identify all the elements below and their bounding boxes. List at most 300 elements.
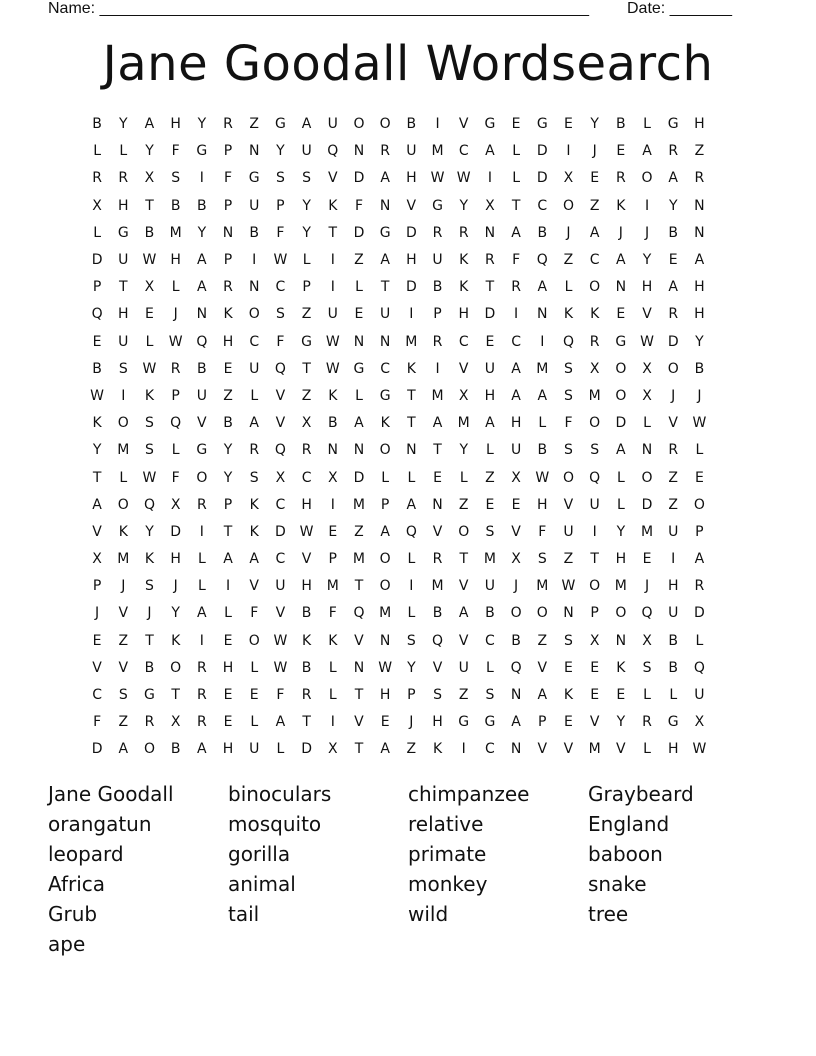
grid-letter: Y [459, 442, 468, 459]
grid-letter: C [275, 279, 286, 296]
grid-letter: G [196, 143, 208, 160]
grid-letter: G [301, 333, 313, 350]
word-list-item: orangatun [48, 812, 152, 836]
grid-letter: N [248, 279, 260, 296]
grid-letter: L [93, 224, 101, 241]
grid-letter: P [538, 714, 547, 731]
grid-letter: K [92, 415, 102, 432]
grid-letter: S [642, 659, 652, 676]
grid-letter: T [92, 469, 102, 486]
grid-letter: S [590, 442, 600, 459]
grid-row [84, 138, 734, 165]
grid-letter: N [537, 306, 548, 323]
grid-letter: T [354, 741, 364, 758]
grid-letter: I [199, 170, 204, 187]
grid-letter: D [615, 415, 627, 432]
grid-letter: S [118, 687, 128, 704]
grid-letter: B [537, 442, 548, 459]
grid-letter: G [248, 170, 260, 187]
grid-letter: C [589, 252, 600, 269]
grid-letter: V [301, 551, 312, 568]
grid-letter: V [275, 605, 286, 622]
grid-letter: Z [694, 143, 705, 160]
grid-letter: R [301, 687, 312, 704]
grid-letter: L [643, 415, 651, 432]
grid-letter: A [380, 252, 390, 269]
grid-letter: X [301, 415, 312, 432]
grid-letter: R [196, 687, 207, 704]
grid-letter: J [644, 224, 650, 241]
grid-letter: L [328, 687, 337, 704]
grid-letter: B [485, 605, 495, 622]
grid-letter: O [379, 551, 391, 568]
grid-letter: U [327, 306, 338, 323]
grid-letter: O [562, 469, 574, 486]
grid-letter: J [173, 306, 178, 323]
grid-letter: M [588, 387, 601, 404]
grid-letter: H [170, 551, 181, 568]
grid-letter: F [328, 605, 337, 622]
grid-letter: N [379, 197, 391, 214]
grid-letter: D [694, 605, 705, 622]
grid-letter: V [511, 523, 521, 540]
grid-letter: S [433, 687, 442, 704]
grid-letter: Q [536, 252, 548, 269]
grid-letter: A [275, 714, 286, 731]
grid-letter: R [668, 143, 679, 160]
grid-letter: Q [641, 605, 653, 622]
grid-letter: Z [458, 687, 469, 704]
grid-letter: I [461, 741, 466, 758]
grid-letter: O [589, 578, 601, 595]
grid-letter: A [92, 496, 102, 513]
grid-letter: M [405, 333, 418, 350]
grid-letter: Y [668, 197, 678, 214]
grid-letter: V [563, 741, 574, 758]
grid-row [84, 492, 734, 519]
grid-letter: K [144, 387, 155, 404]
grid-row [84, 193, 734, 220]
grid-letter: P [328, 551, 337, 568]
grid-letter: Z [118, 632, 129, 649]
grid-letter: L [119, 143, 128, 160]
grid-letter: L [302, 252, 311, 269]
grid-letter: W [299, 523, 314, 540]
grid-letter: K [118, 523, 128, 540]
grid-letter: A [537, 387, 548, 404]
grid-letter: D [91, 252, 103, 269]
grid-letter: T [407, 387, 416, 404]
grid-letter: V [458, 360, 469, 377]
grid-letter: P [223, 143, 233, 160]
grid-letter: S [145, 415, 154, 432]
grid-letter: X [92, 197, 102, 214]
grid-letter: L [355, 387, 363, 404]
grid-letter: O [143, 741, 155, 758]
grid-letter: E [642, 551, 652, 568]
grid-letter: E [354, 306, 364, 323]
grid-letter: B [511, 632, 521, 649]
grid-letter: U [484, 360, 496, 377]
grid-letter: Z [301, 387, 312, 404]
grid-letter: E [92, 632, 102, 649]
grid-letter: D [641, 496, 653, 513]
grid-letter: D [405, 224, 417, 241]
grid-letter: D [536, 170, 548, 187]
grid-letter: O [353, 116, 365, 133]
grid-letter: Z [354, 523, 364, 540]
grid-letter: E [485, 496, 495, 513]
grid-letter: H [432, 714, 443, 731]
grid-letter: Z [301, 306, 312, 323]
grid-letter: L [93, 143, 101, 160]
grid-letter: N [353, 442, 365, 459]
grid-letter: E [249, 687, 259, 704]
grid-letter: Z [354, 252, 364, 269]
grid-letter: E [564, 659, 573, 676]
grid-letter: B [223, 415, 233, 432]
grid-letter: M [352, 551, 366, 568]
grid-letter: T [590, 551, 599, 568]
grid-letter: C [458, 333, 469, 350]
grid-letter: Y [171, 605, 180, 622]
grid-letter: V [537, 741, 548, 758]
grid-letter: V [458, 632, 469, 649]
grid-letter: G [274, 116, 286, 133]
grid-letter: X [642, 632, 652, 649]
grid-row [84, 573, 734, 600]
grid-letter: D [405, 279, 417, 296]
grid-letter: X [327, 469, 338, 486]
grid-letter: Y [616, 523, 626, 540]
grid-letter: K [328, 197, 338, 214]
grid-letter: H [170, 116, 181, 133]
grid-letter: Z [249, 116, 260, 133]
grid-letter: X [485, 197, 495, 214]
grid-letter: H [170, 252, 181, 269]
grid-letter: H [694, 279, 705, 296]
grid-letter: A [616, 442, 626, 459]
grid-letter: W [90, 387, 105, 404]
grid-letter: H [301, 578, 312, 595]
grid-letter: C [511, 333, 521, 350]
grid-letter: N [563, 605, 574, 622]
grid-row [84, 329, 734, 356]
grid-letter: R [589, 333, 600, 350]
grid-letter: A [197, 279, 207, 296]
grid-row [84, 464, 734, 491]
grid-letter: Y [223, 469, 233, 486]
grid-letter: L [407, 605, 416, 622]
word-list [48, 779, 768, 959]
grid-letter: E [433, 469, 442, 486]
grid-letter: H [301, 496, 312, 513]
grid-letter: G [458, 714, 470, 731]
grid-letter: Q [405, 523, 417, 540]
word-list-item: binoculars [228, 782, 332, 806]
grid-letter: U [327, 116, 338, 133]
grid-letter: A [380, 741, 390, 758]
grid-letter: V [668, 415, 678, 432]
grid-letter: E [223, 632, 233, 649]
word-list-item: tail [228, 902, 260, 926]
grid-letter: R [223, 279, 233, 296]
grid-letter: A [197, 605, 207, 622]
grid-letter: H [406, 252, 417, 269]
grid-letter: K [563, 687, 574, 704]
grid-letter: K [249, 523, 259, 540]
grid-letter: M [326, 578, 339, 595]
grid-letter: M [640, 523, 654, 540]
grid-letter: R [196, 496, 207, 513]
grid-letter: K [144, 551, 155, 568]
grid-letter: A [249, 415, 259, 432]
grid-letter: G [144, 687, 155, 704]
grid-letter: U [249, 741, 260, 758]
grid-letter: U [275, 578, 286, 595]
grid-letter: O [379, 116, 391, 133]
grid-letter: K [223, 306, 233, 323]
grid-letter: U [196, 387, 207, 404]
grid-letter: Z [668, 469, 679, 486]
grid-letter: V [458, 578, 469, 595]
grid-letter: R [485, 252, 495, 269]
grid-letter: S [406, 632, 416, 649]
word-list-item: Africa [48, 872, 106, 896]
grid-letter: X [458, 387, 469, 404]
grid-letter: R [196, 714, 207, 731]
grid-letter: M [431, 387, 444, 404]
grid-letter: U [301, 143, 312, 160]
grid-letter: G [353, 360, 365, 377]
grid-letter: U [406, 143, 417, 160]
grid-letter: W [456, 170, 471, 187]
grid-letter: K [432, 741, 443, 758]
grid-letter: G [667, 116, 679, 133]
grid-letter: A [642, 143, 652, 160]
grid-letter: O [589, 415, 601, 432]
grid-letter: V [197, 415, 207, 432]
grid-letter: A [694, 551, 705, 568]
grid-letter: W [273, 632, 288, 649]
grid-letter: N [615, 632, 627, 649]
grid-letter: L [616, 469, 625, 486]
grid-letter: B [197, 197, 207, 214]
grid-letter: X [511, 469, 521, 486]
grid-letter: L [407, 469, 416, 486]
grid-letter: C [537, 197, 548, 214]
grid-letter: G [379, 387, 391, 404]
grid-letter: W [640, 333, 654, 350]
grid-letter: Q [353, 605, 365, 622]
grid-letter: P [171, 387, 180, 404]
grid-letter: O [641, 170, 653, 187]
grid-letter: V [118, 659, 129, 676]
grid-letter: F [93, 714, 102, 731]
grid-letter: R [92, 170, 102, 187]
grid-letter: L [381, 469, 390, 486]
grid-letter: P [223, 252, 233, 269]
grid-letter: R [118, 170, 129, 187]
grid-letter: W [692, 741, 707, 758]
grid-letter: L [224, 605, 232, 622]
grid-letter: P [695, 523, 704, 540]
grid-letter: P [223, 197, 233, 214]
grid-letter: I [671, 551, 676, 568]
grid-letter: L [616, 496, 625, 513]
grid-letter: N [196, 306, 208, 323]
grid-letter: N [510, 741, 522, 758]
grid-letter: F [250, 605, 259, 622]
grid-letter: I [487, 170, 492, 187]
grid-letter: R [432, 551, 443, 568]
grid-letter: R [249, 442, 260, 459]
grid-letter: R [615, 170, 626, 187]
grid-letter: B [406, 116, 417, 133]
grid-letter: C [485, 632, 495, 649]
grid-letter: C [458, 143, 469, 160]
grid-letter: E [511, 116, 521, 133]
grid-letter: M [536, 578, 549, 595]
grid-letter: L [695, 442, 704, 459]
word-list-item: wild [408, 902, 449, 926]
grid-letter: K [249, 496, 259, 513]
grid-letter: Y [276, 143, 285, 160]
grid-letter: M [483, 551, 496, 568]
grid-letter: V [616, 741, 626, 758]
grid-letter: B [144, 224, 155, 241]
grid-letter: W [325, 333, 340, 350]
grid-letter: A [301, 116, 312, 133]
grid-row [84, 682, 734, 709]
grid-letter: I [121, 387, 126, 404]
grid-letter: B [432, 279, 443, 296]
grid-letter: V [275, 415, 286, 432]
grid-letter: V [432, 523, 443, 540]
word-list-item: tree [588, 902, 629, 926]
grid-letter: N [615, 279, 627, 296]
grid-letter: E [380, 714, 390, 731]
grid-letter: Y [197, 224, 207, 241]
grid-letter: B [197, 360, 207, 377]
grid-letter: K [616, 659, 626, 676]
grid-letter: Q [196, 333, 208, 350]
grid-letter: E [485, 333, 495, 350]
word-list-item: mosquito [228, 812, 322, 836]
grid-letter: R [694, 578, 705, 595]
grid-letter: W [142, 360, 157, 377]
grid-letter: C [275, 551, 286, 568]
grid-row [84, 220, 734, 247]
grid-letter: M [588, 741, 601, 758]
grid-letter: N [379, 632, 391, 649]
grid-letter: B [668, 632, 679, 649]
grid-letter: S [145, 442, 154, 459]
grid-letter: M [117, 551, 130, 568]
grid-letter: N [510, 687, 522, 704]
grid-letter: O [641, 469, 653, 486]
grid-letter: G [379, 224, 391, 241]
grid-letter: L [643, 116, 651, 133]
grid-letter: I [330, 252, 335, 269]
grid-letter: O [379, 442, 391, 459]
grid-letter: A [668, 170, 678, 187]
grid-letter: S [145, 578, 154, 595]
grid-letter: A [118, 741, 129, 758]
grid-letter: Q [510, 659, 522, 676]
grid-letter: L [643, 741, 651, 758]
grid-letter: Y [145, 523, 154, 540]
grid-letter: M [614, 578, 627, 595]
grid-letter: T [145, 632, 154, 649]
grid-letter: A [537, 687, 548, 704]
grid-letter: A [406, 496, 417, 513]
grid-letter: V [406, 197, 417, 214]
grid-letter: H [222, 333, 234, 350]
grid-letter: U [432, 252, 443, 269]
grid-row [84, 410, 734, 437]
grid-letter: F [171, 143, 180, 160]
grid-letter: P [223, 496, 233, 513]
grid-letter: I [409, 578, 414, 595]
grid-letter: D [667, 333, 679, 350]
grid-letter: L [171, 442, 180, 459]
grid-letter: R [144, 714, 155, 731]
grid-letter: E [590, 659, 600, 676]
name-field-label: Name: _______________________________________________________ [48, 0, 589, 17]
grid-letter: Q [170, 415, 182, 432]
grid-letter: S [485, 687, 495, 704]
grid-letter: X [642, 360, 652, 377]
grid-letter: Z [118, 714, 129, 731]
grid-letter: Q [432, 632, 444, 649]
grid-letter: W [142, 469, 157, 486]
grid-row [84, 709, 734, 736]
grid-letter: X [275, 469, 286, 486]
grid-letter: T [145, 197, 154, 214]
grid-letter: V [589, 714, 600, 731]
grid-letter: R [432, 224, 443, 241]
grid-letter: I [514, 306, 519, 323]
grid-letter: O [615, 605, 627, 622]
grid-letter: B [694, 360, 705, 377]
grid-letter: A [432, 415, 443, 432]
grid-letter: O [536, 605, 548, 622]
grid-letter: E [590, 170, 600, 187]
grid-letter: U [668, 605, 679, 622]
grid-letter: E [694, 469, 704, 486]
grid-letter: B [92, 360, 102, 377]
grid-letter: X [694, 714, 705, 731]
grid-letter: O [615, 387, 627, 404]
word-list-item: Graybeard [588, 782, 694, 806]
letter-grid [84, 111, 734, 764]
grid-letter: X [327, 741, 338, 758]
grid-letter: G [484, 116, 496, 133]
grid-letter: R [380, 143, 391, 160]
grid-letter: A [511, 387, 521, 404]
grid-letter: L [250, 659, 259, 676]
grid-letter: T [433, 442, 442, 459]
grid-letter: R [642, 714, 652, 731]
grid-letter: U [118, 333, 129, 350]
grid-letter: Y [119, 116, 128, 133]
grid-letter: J [644, 578, 650, 595]
grid-letter: L [538, 415, 547, 432]
grid-letter: A [589, 224, 600, 241]
word-list-item: relative [408, 812, 484, 836]
grid-row [84, 247, 734, 274]
